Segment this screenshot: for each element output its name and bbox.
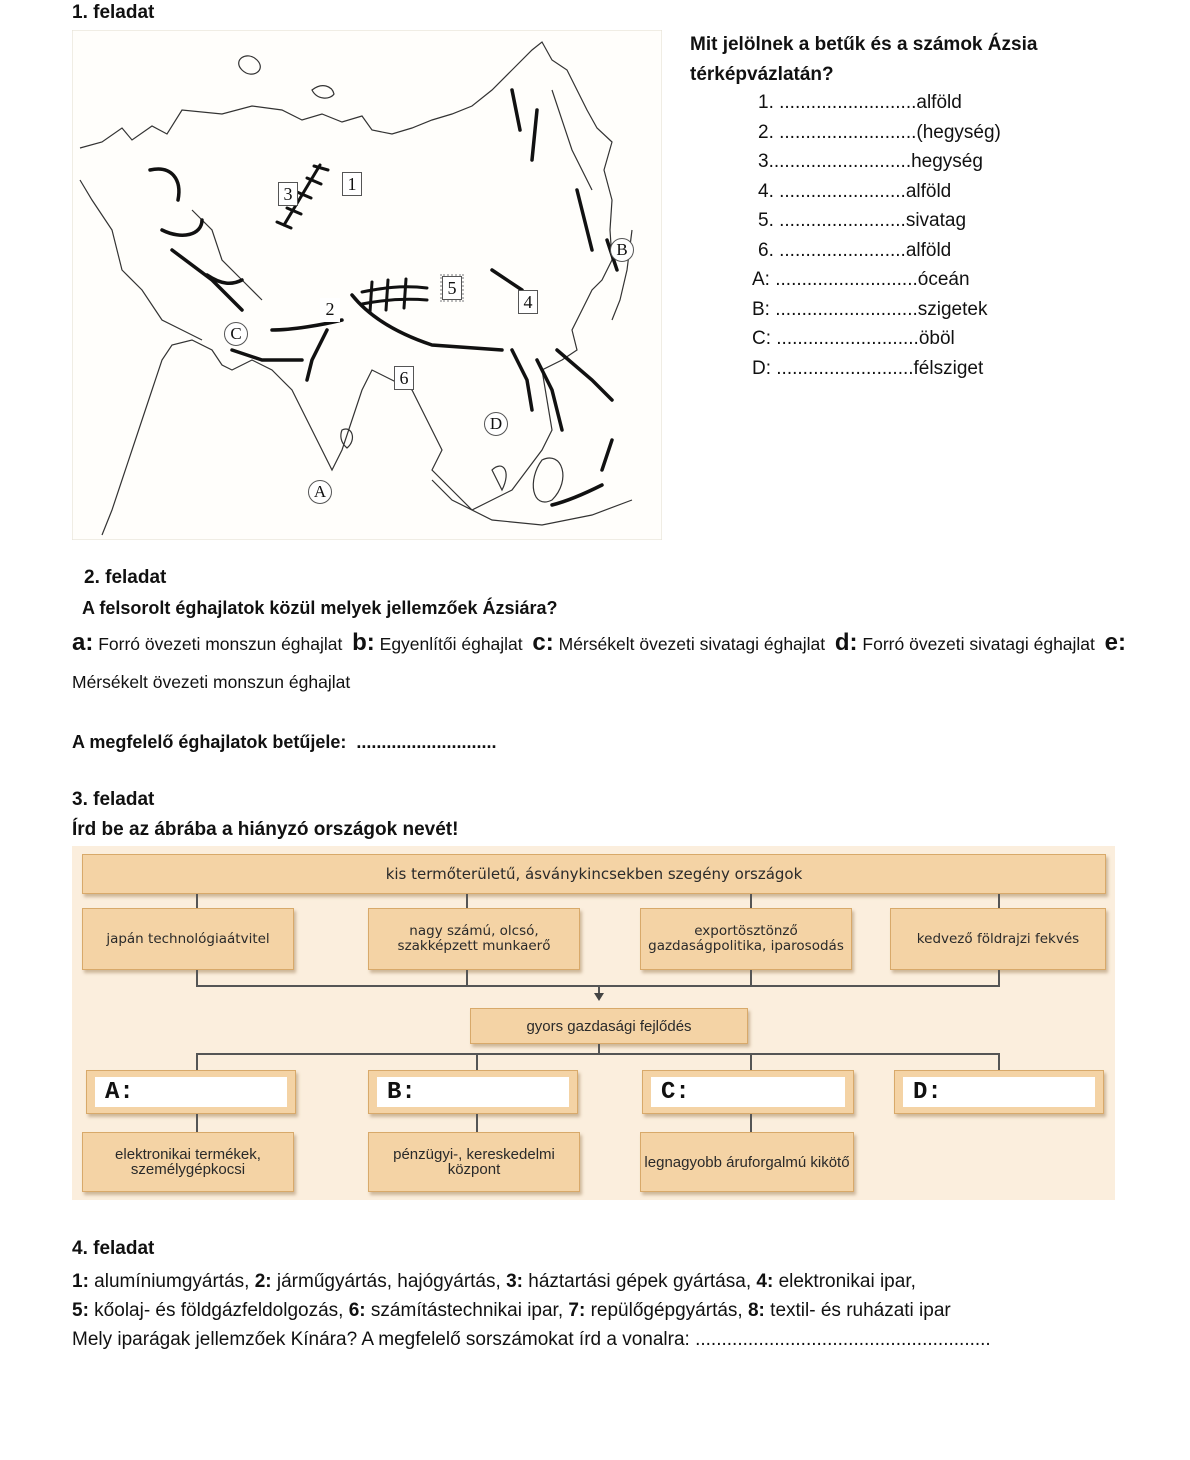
answer-row-4[interactable] xyxy=(752,177,1001,207)
answer-blank[interactable]: ........................ xyxy=(779,210,906,231)
option-a-letter: a: xyxy=(72,629,94,656)
industry-text: számítástechnikai ipar, xyxy=(365,1300,569,1321)
industry-text: repülőgépgyártás, xyxy=(585,1300,748,1321)
row-label: 2. xyxy=(758,121,780,143)
row-suffix: szigetek xyxy=(917,298,988,320)
option-d-text: Forró övezeti sivatagi éghajlat xyxy=(862,634,1095,654)
task2-answer-line xyxy=(72,732,496,753)
row-label: B: xyxy=(752,298,776,320)
option-b-letter: b: xyxy=(352,629,375,656)
row-label: C: xyxy=(752,328,777,349)
connector xyxy=(750,1114,752,1132)
map-label-2: 2 xyxy=(320,298,340,322)
map-label-d: D xyxy=(484,412,508,436)
row-suffix: sivatag xyxy=(905,210,967,231)
row-suffix: alföld xyxy=(905,180,952,202)
answer-blank[interactable]: ........................... xyxy=(775,298,918,320)
arrow-down-icon xyxy=(594,993,604,1001)
connector xyxy=(476,1054,478,1070)
row-label: 6. xyxy=(758,239,780,261)
task1-question: Mit jelölnek a betűk és a számok Ázsia térképvázlatán? xyxy=(690,34,1038,85)
factor-box-3: exportösztönző gazdaságpolitika, iparosodás xyxy=(640,908,852,970)
row-suffix: alföld xyxy=(916,92,962,113)
asia-outline-map xyxy=(72,30,662,540)
industry-num: 6: xyxy=(348,1300,366,1321)
task2-heading: 2. feladat xyxy=(84,567,167,588)
answer-row-1[interactable] xyxy=(752,88,1001,118)
map-label-3: 3 xyxy=(278,182,298,206)
result-box-b: pénzügyi-, kereskedelmi központ xyxy=(368,1132,580,1192)
connector xyxy=(466,894,468,908)
connector xyxy=(750,970,752,986)
connector xyxy=(196,1114,198,1132)
country-box-a[interactable] xyxy=(86,1070,296,1114)
connector xyxy=(998,894,1000,908)
industry-num: 5: xyxy=(72,1300,89,1321)
map-label-4: 4 xyxy=(518,290,538,314)
country-input-a[interactable]: A: xyxy=(95,1077,287,1107)
industry-text: elektronikai ipar, xyxy=(773,1271,916,1292)
map-label-b: B xyxy=(610,238,634,262)
industry-num: 1: xyxy=(72,1271,89,1292)
country-box-d[interactable] xyxy=(894,1070,1104,1114)
option-e-letter: e: xyxy=(1104,629,1126,656)
answer-row-c[interactable] xyxy=(752,324,1001,354)
option-a-text: Forró övezeti monszun éghajlat xyxy=(98,634,343,654)
answer-blank[interactable]: .......................... xyxy=(779,92,917,113)
answer-row-5[interactable] xyxy=(752,206,1001,236)
answer-row-b[interactable] xyxy=(752,295,1001,325)
answer-row-3[interactable] xyxy=(752,147,1001,177)
flow-center-box: gyors gazdasági fejlődés xyxy=(470,1008,748,1044)
connector xyxy=(750,1054,752,1070)
country-input-d[interactable]: D: xyxy=(903,1077,1095,1107)
answer-prompt: A megfelelő éghajlatok betűjele: xyxy=(72,732,347,752)
country-input-c[interactable]: C: xyxy=(651,1077,845,1107)
option-d-letter: d: xyxy=(834,629,858,656)
connector xyxy=(998,970,1000,986)
industry-num: 8: xyxy=(747,1300,765,1321)
industry-text: alumíniumgyártás, xyxy=(88,1271,255,1292)
industry-num: 7: xyxy=(568,1300,586,1321)
answer-blank[interactable]: .......................... xyxy=(773,151,912,172)
answer-blank[interactable]: ............................ xyxy=(356,732,497,752)
map-label-6: 6 xyxy=(394,366,414,390)
task1-heading: 1. feladat xyxy=(72,2,155,23)
row-label: 3. xyxy=(758,151,774,172)
map-label-5: 5 xyxy=(442,276,462,300)
industry-num: 3: xyxy=(506,1271,523,1292)
option-c-text: Mérsékelt övezeti sivatagi éghajlat xyxy=(558,634,826,654)
connector xyxy=(196,970,198,986)
option-c-letter: c: xyxy=(532,629,554,656)
answer-blank[interactable]: ........................... xyxy=(775,269,918,290)
row-label: 1. xyxy=(758,92,780,113)
industry-text: háztartási gépek gyártása, xyxy=(522,1271,757,1292)
task2-options xyxy=(72,624,1132,701)
result-box-c: legnagyobb áruforgalmú kikötő xyxy=(640,1132,854,1192)
option-e-text: Mérsékelt övezeti monszun éghajlat xyxy=(72,672,351,692)
connector xyxy=(998,1054,1000,1070)
factor-box-4: kedvező földrajzi fekvés xyxy=(890,908,1106,970)
task4-heading: 4. feladat xyxy=(72,1238,155,1259)
row-label: A: xyxy=(752,269,776,290)
task4-industries xyxy=(72,1267,1132,1354)
factor-box-2: nagy számú, olcsó, szakképzett munkaerő xyxy=(368,908,580,970)
row-label: 5. xyxy=(758,210,780,231)
answer-row-2[interactable] xyxy=(752,118,1001,148)
flow-chart xyxy=(72,846,1115,1200)
answer-blank[interactable]: ........................ xyxy=(779,239,906,261)
country-box-b[interactable] xyxy=(368,1070,578,1114)
row-suffix: félsziget xyxy=(913,357,984,379)
task1-answer-list xyxy=(752,88,1001,383)
map-label-c: C xyxy=(224,322,248,346)
country-box-c[interactable] xyxy=(642,1070,854,1114)
connector xyxy=(466,970,468,986)
industry-num: 2: xyxy=(254,1271,272,1292)
flow-top-box: kis termőterületű, ásványkincsekben szegény országok xyxy=(82,854,1106,894)
result-box-a: elektronikai termékek, személygépkocsi xyxy=(82,1132,294,1192)
industry-text: textil- és ruházati ipar xyxy=(764,1300,951,1321)
task2-question: A felsorolt éghajlatok közül melyek jellemzőek Ázsiára? xyxy=(82,598,558,618)
answer-blank[interactable]: ........................ xyxy=(779,180,906,202)
map-label-1: 1 xyxy=(342,172,362,196)
row-suffix: (hegység) xyxy=(916,121,1001,143)
answer-row-6[interactable] xyxy=(752,236,1001,266)
row-suffix: hegység xyxy=(911,151,983,172)
industry-text: kőolaj- és földgázfeldolgozás, xyxy=(88,1300,349,1321)
row-suffix: óceán xyxy=(917,269,970,290)
row-label: D: xyxy=(752,357,777,379)
factor-box-1: japán technológiaátvitel xyxy=(82,908,294,970)
industry-line-2 xyxy=(72,1296,1132,1325)
country-input-b[interactable]: B: xyxy=(377,1077,569,1107)
row-suffix: öböl xyxy=(918,328,955,349)
task3-heading: 3. feladat xyxy=(72,789,155,810)
answer-blank[interactable]: ........................... xyxy=(776,328,919,349)
option-b-text: Egyenlítői éghajlat xyxy=(379,634,523,654)
answer-blank[interactable]: .......................... xyxy=(779,121,917,143)
answer-blank[interactable]: .......................... xyxy=(776,357,914,379)
answer-row-d[interactable] xyxy=(752,354,1001,384)
row-label: 4. xyxy=(758,180,780,202)
map-label-a: A xyxy=(308,480,332,504)
task4-question: Mely iparágak jellemzőek Kínára? A megfelelő sorszámokat írd a vonalra: xyxy=(72,1329,690,1350)
connector xyxy=(476,1114,478,1132)
industry-line-1 xyxy=(72,1267,1132,1296)
answer-blank[interactable]: ........................................................ xyxy=(695,1329,991,1350)
industry-text: járműgyártás, hajógyártás, xyxy=(271,1271,507,1292)
connector-bus xyxy=(196,1053,1000,1055)
connector xyxy=(750,894,752,908)
connector xyxy=(196,1054,198,1070)
answer-row-a[interactable] xyxy=(752,265,1001,295)
connector xyxy=(196,894,198,908)
industry-num: 4: xyxy=(756,1271,774,1292)
task3-instruction: Írd be az ábrába a hiányzó országok nevét! xyxy=(72,819,459,840)
row-suffix: alföld xyxy=(905,239,952,261)
task4-question-line xyxy=(72,1325,1132,1354)
